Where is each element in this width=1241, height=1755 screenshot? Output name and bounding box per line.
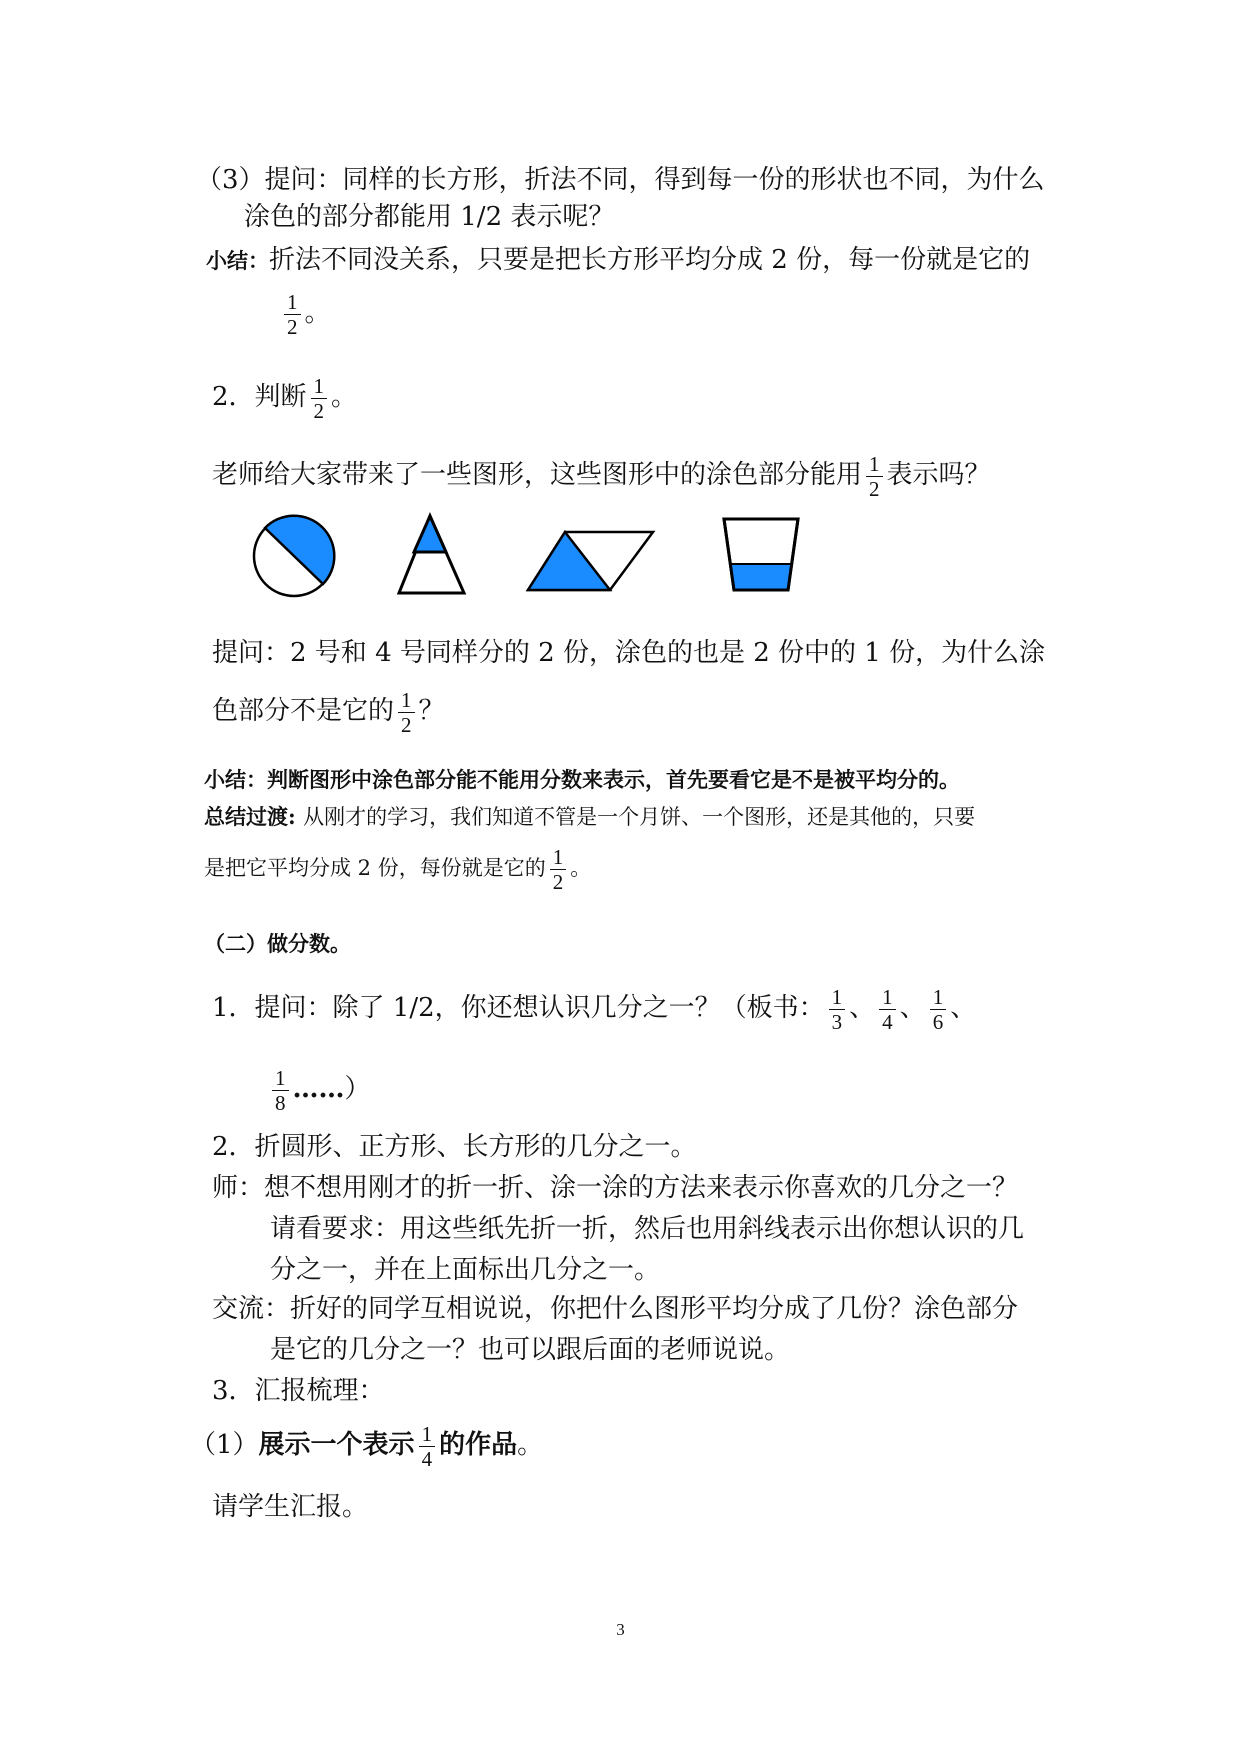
question-2-line1: 提问：2 号和 4 号同样分的 2 份，涂色的也是 2 份中的 1 份，为什么涂 — [212, 638, 1046, 668]
shaded-figures — [250, 506, 850, 606]
fraction-one-half: $\frac{1}{2}$ — [398, 689, 415, 736]
teacher-2-line2: 请看要求：用这些纸先折一折，然后也用斜线表示出你想认识的几 — [270, 1214, 1025, 1244]
summary-1-fraction-line: $\frac{1}{2}$ 。 — [280, 290, 331, 338]
question-2-line2: 色部分不是它的 $\frac{1}{2}$ ？ — [212, 687, 445, 737]
exchange-line1: 交流：折好的同学互相说说，你把什么图形平均分成了几份？涂色部分 — [212, 1294, 1019, 1324]
judge-heading: 2．判断 $\frac{1}{2}$ 。 — [212, 373, 358, 423]
figure-parallelogram — [528, 532, 653, 590]
show-line: （1）展示一个表示 $\frac{1}{4}$ 的作品。 — [190, 1421, 544, 1471]
item-2: 2．折圆形、正方形、长方形的几分之一。 — [212, 1132, 697, 1162]
section-heading: （二）做分数。 — [204, 931, 351, 956]
transition-line2: 是把它平均分成 2 份，每份就是它的 $\frac{1}{2}$ 。 — [204, 845, 592, 894]
fraction-one-half: $\frac{1}{2}$ — [866, 453, 883, 500]
fraction-one-fourth: $\frac{1}{4}$ — [419, 1423, 436, 1470]
teacher-2-line1: 师：想不想用刚才的折一折、涂一涂的方法来表示你喜欢的几分之一？ — [212, 1173, 1019, 1203]
question-3-line2: 涂色的部分都能用 1/2 表示呢？ — [244, 202, 615, 232]
teacher-2-line3: 分之一，并在上面标出几分之一。 — [270, 1255, 661, 1285]
item-1-continued: $\frac{1}{8}$ ……） — [268, 1064, 371, 1114]
transition-line1: 总结过渡: 从刚才的学习，我们知道不管是一个月饼、一个图形，还是其他的，只要 — [204, 804, 976, 829]
fraction-one-half: $\frac{1}{2}$ — [550, 846, 567, 893]
item-3: 3．汇报梳理： — [212, 1376, 385, 1406]
summary-1-text: 折法不同没关系，只要是把长方形平均分成 2 份，每一份就是它的 — [269, 245, 1031, 275]
summary-1-label: 小结： — [206, 248, 269, 273]
figure-circle — [254, 516, 334, 596]
figure-trapezoid — [724, 519, 798, 590]
fraction-one-fourth: $\frac{1}{4}$ — [879, 986, 896, 1033]
item-1: 1．提问：除了 1/2，你还想认识几分之一？（板书： $\frac{1}{3}$ 、 $\frac{1}{4}$ 、 $\frac{1}{6}$ 、 — [212, 984, 977, 1034]
teacher-statement: 老师给大家带来了一些图形，这些图形中的涂色部分能用 $\frac{1}{2}$ 表示吗？ — [212, 451, 991, 501]
question-3-line1: （3）提问：同样的长方形，折法不同，得到每一份的形状也不同，为什么 — [196, 165, 1045, 195]
figure-triangle — [399, 516, 464, 593]
page-number: 3 — [616, 1620, 625, 1639]
fraction-one-eighth: $\frac{1}{8}$ — [272, 1067, 289, 1114]
exchange-line2: 是它的几分之一？也可以跟后面的老师说说。 — [270, 1335, 791, 1365]
fraction-one-half: $\frac{1}{2}$ — [311, 375, 328, 422]
summary-1 — [206, 243, 1030, 278]
report-line: 请学生汇报。 — [212, 1492, 369, 1522]
fraction-one-sixth: $\frac{1}{6}$ — [930, 986, 947, 1033]
summary-2: 小结：判断图形中涂色部分能不能用分数来表示，首先要看它是不是被平均分的。 — [204, 767, 960, 792]
fraction-one-third: $\frac{1}{3}$ — [829, 986, 846, 1033]
fraction-one-half: $\frac{1}{2}$ — [284, 291, 301, 338]
